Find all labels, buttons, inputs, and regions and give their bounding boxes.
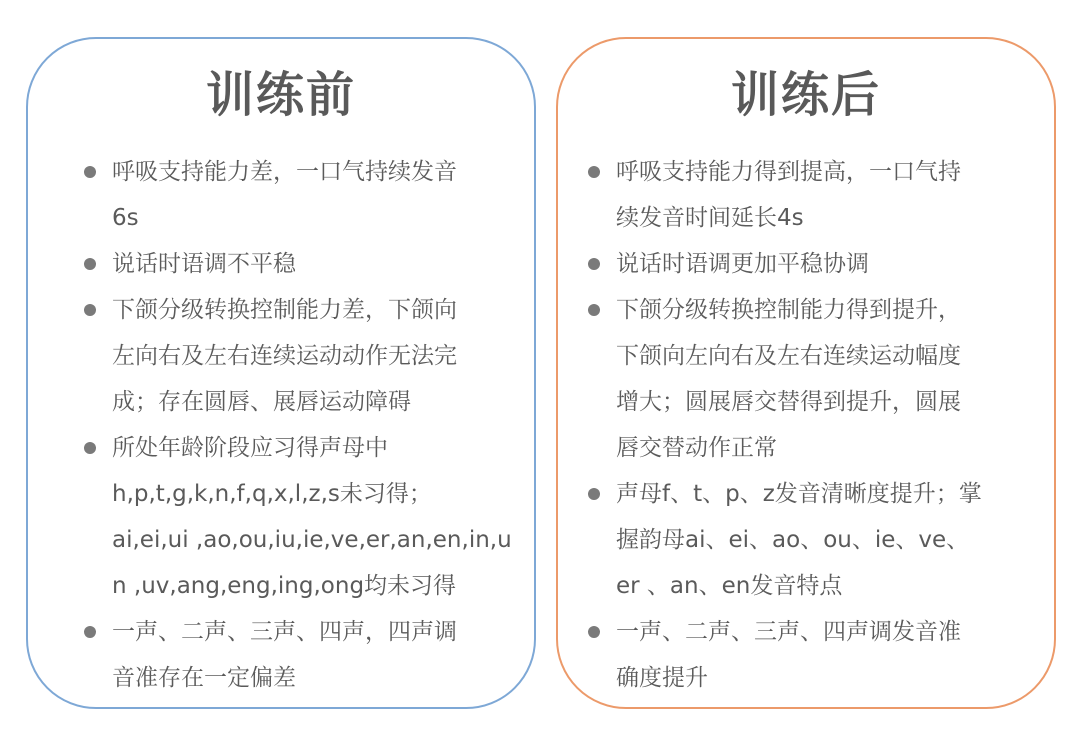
bullet-dot-icon <box>588 626 600 638</box>
list-item-line: 左向右及左右连续运动动作无法完 <box>112 343 457 369</box>
bullet-dot-icon <box>84 442 96 454</box>
list-item <box>82 287 522 425</box>
list-item <box>586 287 1046 471</box>
list-item <box>82 609 522 701</box>
bullet-dot-icon <box>84 258 96 270</box>
before-training-card <box>26 37 536 709</box>
list-item-line: 下颌分级转换控制能力差，下颌向 <box>112 297 457 323</box>
list-item-line: 续发音时间延长4s <box>616 205 804 231</box>
bullet-dot-icon <box>588 166 600 178</box>
list-item <box>586 149 1046 241</box>
list-item-line: 增大；圆展唇交替得到提升，圆展 <box>616 389 961 415</box>
list-item-line: 所处年龄阶段应习得声母中 <box>112 435 388 461</box>
list-item <box>586 471 1046 609</box>
list-item-line: ai,ei,ui ,ao,ou,iu,ie,ve,er,an,en,in,u <box>112 527 512 553</box>
list-item-line: h,p,t,g,k,n,f,q,x,l,z,s未习得； <box>112 481 432 507</box>
bullet-dot-icon <box>84 304 96 316</box>
list-item-line: 成；存在圆唇、展唇运动障碍 <box>112 389 411 415</box>
list-item-line: 下颌向左向右及左右连续运动幅度 <box>616 343 961 369</box>
bullet-dot-icon <box>84 166 96 178</box>
bullet-dot-icon <box>84 626 96 638</box>
before-training-title: 训练前 <box>205 67 356 123</box>
after-training-card <box>556 37 1056 709</box>
list-item-line: 说话时语调不平稳 <box>112 251 296 277</box>
bullet-dot-icon <box>588 304 600 316</box>
bullet-dot-icon <box>588 258 600 270</box>
after-training-title: 训练后 <box>730 67 881 123</box>
list-item-line: 音准存在一定偏差 <box>112 665 296 691</box>
list-item <box>82 425 522 609</box>
list-item-line: 呼吸支持能力得到提高，一口气持 <box>616 159 961 185</box>
list-item-line: 确度提升 <box>616 665 708 691</box>
list-item-line: er 、an、en发音特点 <box>616 573 843 599</box>
list-item-line: 下颌分级转换控制能力得到提升， <box>616 297 961 323</box>
before-training-list <box>82 149 522 701</box>
list-item-line: 握韵母ai、ei、ao、ou、ie、ve、 <box>616 527 970 553</box>
list-item <box>82 241 522 287</box>
list-item-line: 一声、二声、三声、四声调发音准 <box>616 619 961 645</box>
list-item-line: 一声、二声、三声、四声，四声调 <box>112 619 457 645</box>
after-training-list <box>586 149 1046 701</box>
bullet-dot-icon <box>588 488 600 500</box>
list-item-line: 声母f、t、p、z发音清晰度提升；掌 <box>616 481 982 507</box>
list-item-line: 呼吸支持能力差，一口气持续发音 <box>112 159 457 185</box>
list-item-line: 唇交替动作正常 <box>616 435 777 461</box>
list-item-line: n ,uv,ang,eng,ing,ong均未习得 <box>112 573 457 599</box>
list-item <box>82 149 522 241</box>
list-item <box>586 609 1046 701</box>
list-item <box>586 241 1046 287</box>
list-item-line: 说话时语调更加平稳协调 <box>616 251 869 277</box>
list-item-line: 6s <box>112 205 139 231</box>
